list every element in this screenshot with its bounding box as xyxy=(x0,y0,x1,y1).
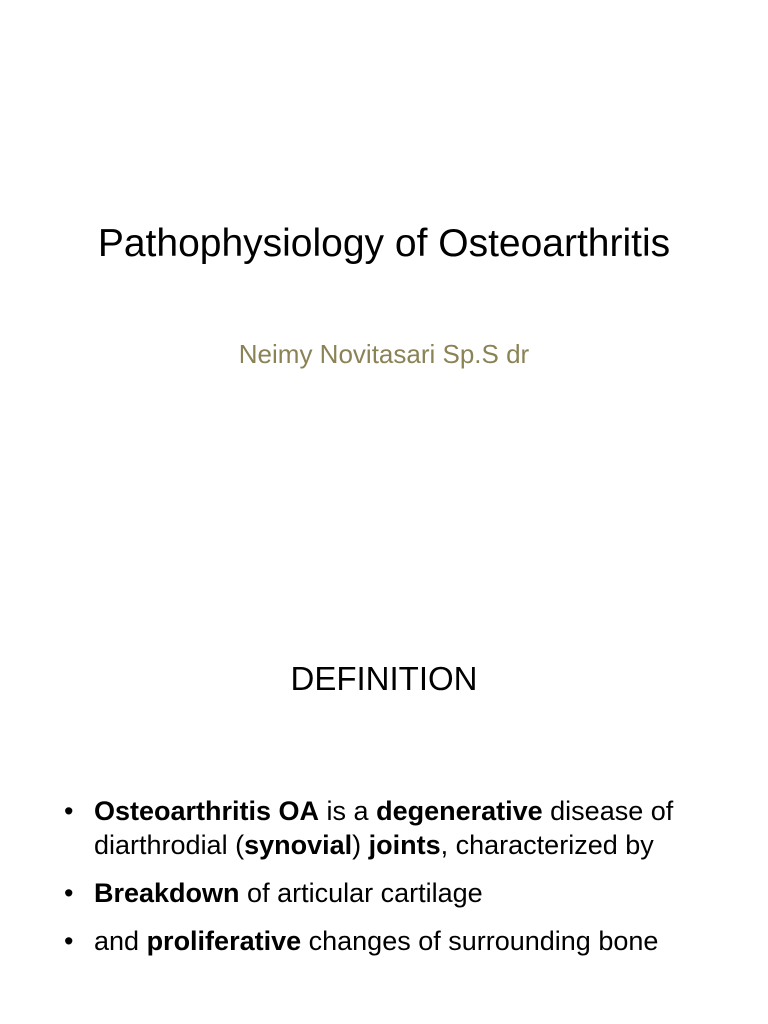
text: ) xyxy=(352,830,369,860)
author-subtitle: Neimy Novitasari Sp.S dr xyxy=(238,339,530,369)
slide-definition xyxy=(0,576,768,1024)
text-bold: proliferative xyxy=(146,926,302,956)
text-bold: synovial xyxy=(244,830,353,860)
text: changes of surrounding bone xyxy=(301,926,659,956)
presentation-title: Pathophysiology of Osteoarthritis xyxy=(97,222,671,265)
bullet-icon: • xyxy=(64,878,74,908)
bullet-item-breakdown xyxy=(64,876,714,910)
text: of articular cartilage xyxy=(239,878,483,908)
text-bold: Osteoarthritis OA xyxy=(94,796,320,826)
text: is a xyxy=(319,796,377,826)
text-bold: joints xyxy=(368,830,441,860)
text: disease of diarthrodial ( xyxy=(94,796,674,860)
bullet-item-oa-definition xyxy=(64,794,714,862)
text-bold: Breakdown xyxy=(94,878,240,908)
bullet-icon: • xyxy=(64,796,74,826)
slide-heading: DEFINITION xyxy=(290,660,478,697)
text: and xyxy=(94,926,147,956)
bullet-item-proliferative xyxy=(64,924,714,958)
bullet-icon: • xyxy=(64,926,74,956)
bullet-list xyxy=(64,794,714,972)
text-bold: degenerative xyxy=(376,796,543,826)
text: , characterized by xyxy=(440,830,654,860)
